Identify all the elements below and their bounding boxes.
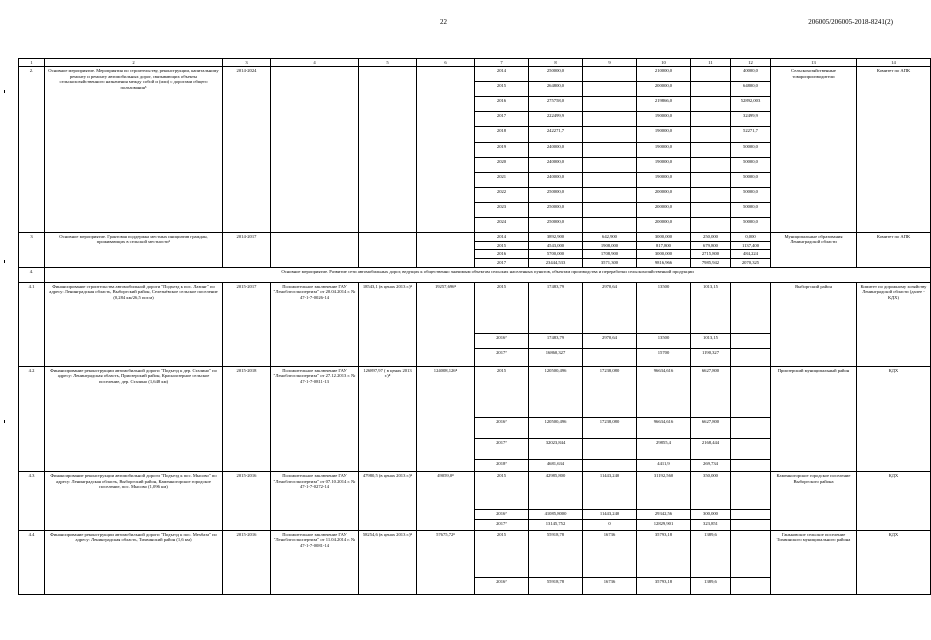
year-cell: 2015: [475, 530, 529, 578]
header-cell: 7: [475, 59, 529, 67]
activity-name: Финансирование реконструкции автомобильной дороги "Подъезд к пос. Мехбаза" по адресу: Ленинградская область, Тихвинский район (1,6 км): [45, 530, 223, 594]
header-cell: 1: [19, 59, 45, 67]
year-cell: 2015: [475, 366, 529, 418]
year-cell: 2014: [475, 67, 529, 82]
header-row: [19, 59, 931, 67]
local-cell: [691, 157, 731, 172]
header-cell: 14: [857, 59, 931, 67]
year-cell: 2015: [475, 241, 529, 250]
year-cell: 2014: [475, 232, 529, 241]
header-cell: 13: [771, 59, 857, 67]
year-cell: 2016⁷: [475, 418, 529, 439]
local-cell: [691, 82, 731, 97]
regional-cell: 210000,0: [637, 67, 691, 82]
local-cell: 6627,800: [691, 366, 731, 418]
total-cell: 240000,0: [529, 142, 583, 157]
total-cell: 250000,0: [529, 187, 583, 202]
total-cell: 250000,0: [529, 202, 583, 217]
total-cell: 41085,8000: [529, 509, 583, 519]
responsible-cell: Комитет по АПК: [857, 232, 931, 267]
header-cell: 8: [529, 59, 583, 67]
total-cell: 242271,7: [529, 127, 583, 142]
federal-cell: 642,900: [583, 232, 637, 241]
regional-cell: 200000,0: [637, 202, 691, 217]
total-cell: 16860,327: [529, 348, 583, 366]
federal-cell: 2970,64: [583, 334, 637, 349]
federal-cell: [583, 127, 637, 142]
row-number: 4.3: [19, 472, 45, 530]
regional-cell: 3000,000: [637, 250, 691, 259]
federal-cell: 11443,240: [583, 472, 637, 509]
other-cell: 52892,003: [731, 97, 771, 112]
activity-name: Основное мероприятие. Грантовая поддержка местных инициатив граждан, проживающих в сельской местности⁶: [45, 232, 223, 267]
regional-cell: 190000,0: [637, 127, 691, 142]
federal-cell: [583, 217, 637, 232]
responsible-cell: КДХ: [857, 530, 931, 594]
other-cell: 50000,0: [731, 172, 771, 187]
total-cell: 23444,533: [529, 259, 583, 268]
other-cell: 2070,325: [731, 259, 771, 268]
left-margin-mark: [4, 90, 5, 93]
federal-cell: [583, 142, 637, 157]
other-cell: [731, 472, 771, 509]
local-cell: [691, 112, 731, 127]
total-cell: 240000,0: [529, 172, 583, 187]
regional-cell: 12829,901: [637, 520, 691, 530]
local-cell: [691, 127, 731, 142]
regional-cell: 31192,560: [637, 472, 691, 509]
total-cell: 3892,900: [529, 232, 583, 241]
other-cell: 50000,0: [731, 202, 771, 217]
federal-cell: [583, 202, 637, 217]
total-cell: 55918,78: [529, 530, 583, 578]
cost-cell-2: 124008,126⁸: [417, 366, 475, 472]
local-cell: 6627,800: [691, 418, 731, 439]
regional-cell: 200000,0: [637, 82, 691, 97]
expertise-cell: [271, 232, 359, 267]
total-cell: 13145,752: [529, 520, 583, 530]
year-cell: 2017: [475, 112, 529, 127]
federal-cell: 0: [583, 520, 637, 530]
expertise-cell: Положительное заключение ГАУ "Леноблгосэкспертиза" от 20.04.2014 г. № 47-1-7-0026-14: [271, 282, 359, 366]
other-cell: 52271,7: [731, 127, 771, 142]
federal-cell: 2970,64: [583, 282, 637, 334]
total-cell: 222499,9: [529, 112, 583, 127]
total-cell: 5700,000: [529, 250, 583, 259]
expertise-cell: Положительное заключение ГАУ "Леноблгосэкспертиза" от 27.12.2013 г. № 47-1-7-0811-13: [271, 366, 359, 472]
cost-cell: [359, 67, 417, 233]
federal-cell: [583, 187, 637, 202]
federal-cell: [583, 157, 637, 172]
local-cell: 1389,6: [691, 530, 731, 578]
total-cell: 250000,0: [529, 217, 583, 232]
year-cell: 2016⁷: [475, 509, 529, 519]
cost-cell-2: 49059,0⁸: [417, 472, 475, 530]
header-cell: 3: [223, 59, 271, 67]
regional-cell: 190000,0: [637, 172, 691, 187]
local-cell: 250,000: [691, 232, 731, 241]
header-cell: 2: [45, 59, 223, 67]
regional-cell: 190000,0: [637, 157, 691, 172]
left-margin-mark: [4, 260, 5, 263]
other-cell: [731, 366, 771, 418]
row-number: 4.1: [19, 282, 45, 366]
year-cell: 2016⁷: [475, 578, 529, 595]
other-cell: [731, 348, 771, 366]
federal-cell: 17238,080: [583, 418, 637, 439]
activity-name: Основное мероприятие. Мероприятия по строительству, реконструкции, капитальному ремонту и ремонту автомобильных дорог, связывающих объекты сельскохозяйственного назначения между собой и (или) с дорогами общего пользования⁵: [45, 67, 223, 233]
year-cell: 2023: [475, 202, 529, 217]
total-cell: 264800,0: [529, 82, 583, 97]
year-cell: 2019: [475, 142, 529, 157]
cost-cell-2: 57675,72⁸: [417, 530, 475, 594]
table-row: [19, 67, 931, 82]
executor-cell: Муниципальные образования Ленинградской области: [771, 232, 857, 267]
federal-cell: 16736: [583, 530, 637, 578]
other-cell: [731, 530, 771, 578]
row-number: 4.4: [19, 530, 45, 594]
other-cell: [731, 439, 771, 460]
header-cell: 9: [583, 59, 637, 67]
executor-cell: Сельскохозяйственные товаропроизводители: [771, 67, 857, 233]
total-cell: 42985,800: [529, 472, 583, 509]
year-cell: 2017⁷: [475, 348, 529, 366]
section-title: Основное мероприятие. Развитие сети автомобильных дорог, ведущих к общественно значимым объектам сельских населенных пунктов, объектам производства и переработки сельскохозяйственной продукции: [45, 268, 931, 283]
local-cell: 1190,327: [691, 348, 731, 366]
year-cell: 2024: [475, 217, 529, 232]
local-cell: 300,000: [691, 509, 731, 519]
activity-name: Финансирование реконструкции автомобильной дороги "Подъезд к пос. Мысово" по адресу: Ленинградская область, Выборгский район, Каменногорское городское поселение, пос. Мысово (1,096 км): [45, 472, 223, 530]
other-cell: 32499,9: [731, 112, 771, 127]
other-cell: [731, 459, 771, 471]
other-cell: [731, 418, 771, 439]
other-cell: [731, 334, 771, 349]
year-cell: 2018⁷: [475, 459, 529, 471]
other-cell: 1137,400: [731, 241, 771, 250]
total-cell: 4681,634: [529, 459, 583, 471]
period-cell: 2015-2017: [223, 282, 271, 366]
header-cell: 11: [691, 59, 731, 67]
other-cell: [731, 509, 771, 519]
total-cell: 4543,000: [529, 241, 583, 250]
row-number: 4.2: [19, 366, 45, 472]
total-cell: 32023,844: [529, 439, 583, 460]
year-cell: 2017: [475, 259, 529, 268]
federal-cell: [583, 82, 637, 97]
local-cell: [691, 172, 731, 187]
header-cell: 12: [731, 59, 771, 67]
period-cell: 2015-2016: [223, 472, 271, 530]
regional-cell: 96634,616: [637, 366, 691, 418]
regional-cell: 15700: [637, 348, 691, 366]
header-cell: 5: [359, 59, 417, 67]
table-row: [19, 232, 931, 241]
page-number: 22: [440, 18, 447, 26]
local-cell: 679,800: [691, 241, 731, 250]
regional-cell: 29342,56: [637, 509, 691, 519]
executor-cell: Каменногорское городское поселение Выборгского района: [771, 472, 857, 530]
local-cell: 269,734: [691, 459, 731, 471]
regional-cell: 13500: [637, 282, 691, 334]
federal-cell: 16736: [583, 578, 637, 595]
document-code: 206005/206005-2018-8241(2): [808, 18, 893, 26]
row-number: 2.: [19, 67, 45, 233]
table-row: [19, 268, 931, 283]
year-cell: 2020: [475, 157, 529, 172]
year-cell: 2017⁷: [475, 520, 529, 530]
period-cell: 2015-2016: [223, 530, 271, 594]
year-cell: 2015: [475, 82, 529, 97]
other-cell: [731, 578, 771, 595]
federal-cell: 1708,900: [583, 250, 637, 259]
cost-cell-2: [417, 232, 475, 267]
cost-cell-2: [417, 67, 475, 233]
table-row: [19, 530, 931, 578]
federal-cell: [583, 348, 637, 366]
federal-cell: [583, 459, 637, 471]
table-row: [19, 366, 931, 418]
local-cell: [691, 187, 731, 202]
other-cell: 50000,0: [731, 157, 771, 172]
regional-cell: 3000,000: [637, 232, 691, 241]
regional-cell: 817,800: [637, 241, 691, 250]
period-cell: 2014-2024: [223, 67, 271, 233]
total-cell: 250000,0: [529, 67, 583, 82]
responsible-cell: КДХ: [857, 366, 931, 472]
total-cell: 120500,496: [529, 366, 583, 418]
local-cell: [691, 97, 731, 112]
total-cell: 240000,0: [529, 157, 583, 172]
year-cell: 2016⁷: [475, 334, 529, 349]
local-cell: 1013,15: [691, 282, 731, 334]
activity-name: Финансирование реконструкции автомобильной дороги "Подъезд к дер. Сталино" по адресу: Ленинградская область, Приозерский район, Красноозерное сельское поселение, дер. Сталино (1,648 км): [45, 366, 223, 472]
total-cell: 55918,78: [529, 578, 583, 595]
federal-cell: 1908,000: [583, 241, 637, 250]
total-cell: 17483,79: [529, 334, 583, 349]
year-cell: 2021: [475, 172, 529, 187]
year-cell: 2022: [475, 187, 529, 202]
local-cell: 1389,6: [691, 578, 731, 595]
regional-cell: 96634,616: [637, 418, 691, 439]
other-cell: 50000,0: [731, 142, 771, 157]
local-cell: [691, 142, 731, 157]
local-cell: 1013,15: [691, 334, 731, 349]
executor-cell: Приозерский муниципальный район: [771, 366, 857, 472]
local-cell: [691, 202, 731, 217]
federal-cell: [583, 67, 637, 82]
cost-cell: 58254,6 (в ценах 2013 г.)⁸: [359, 530, 417, 594]
responsible-cell: Комитет по дорожному хозяйству Ленинградской области (далее - КДХ): [857, 282, 931, 366]
executor-cell: Ганьковское сельское поселение Тихвинского муниципального района: [771, 530, 857, 594]
other-cell: 40000,0: [731, 67, 771, 82]
regional-cell: 190000,0: [637, 112, 691, 127]
year-cell: 2018: [475, 127, 529, 142]
other-cell: 0,000: [731, 232, 771, 241]
regional-cell: 4411,9: [637, 459, 691, 471]
activity-name: Финансирование строительства автомобильной дороги "Подъезд к пос. Лазинг" по адресу: Ленинградская область, Выборгский район, Селезнёвское сельское поселение (0,284 км/26,5 пог.м): [45, 282, 223, 366]
regional-cell: 29855,4: [637, 439, 691, 460]
responsible-cell: КДХ: [857, 472, 931, 530]
federal-cell: [583, 439, 637, 460]
other-cell: 64800,0: [731, 82, 771, 97]
regional-cell: 35793,18: [637, 578, 691, 595]
row-number: 3: [19, 232, 45, 267]
year-cell: 2016: [475, 250, 529, 259]
expertise-cell: Положительное заключение ГАУ "Леноблгосэкспертиза" от 11.04.2014 г. № 47-1-7-0081-14: [271, 530, 359, 594]
table-row: [19, 282, 931, 334]
total-cell: 17483,79: [529, 282, 583, 334]
program-table: [18, 58, 931, 595]
header-cell: 10: [637, 59, 691, 67]
local-cell: 350,000: [691, 472, 731, 509]
year-cell: 2017⁷: [475, 439, 529, 460]
regional-cell: 190000,0: [637, 142, 691, 157]
local-cell: 2715,800: [691, 250, 731, 259]
local-cell: 323,851: [691, 520, 731, 530]
other-cell: [731, 282, 771, 334]
year-cell: 2016: [475, 97, 529, 112]
regional-cell: 200000,0: [637, 217, 691, 232]
table-row: [19, 472, 931, 509]
other-cell: 50000,0: [731, 187, 771, 202]
local-cell: [691, 67, 731, 82]
federal-cell: 3571,300: [583, 259, 637, 268]
cost-cell-2: 19257,696⁸: [417, 282, 475, 366]
other-cell: 484,224: [731, 250, 771, 259]
federal-cell: 11443,240: [583, 509, 637, 519]
local-cell: 2168,444: [691, 439, 731, 460]
cost-cell: 47980,5 (в ценах 2013 г.)⁸: [359, 472, 417, 530]
total-cell: 275758,0: [529, 97, 583, 112]
year-cell: 2015: [475, 282, 529, 334]
federal-cell: [583, 112, 637, 127]
local-cell: 7985,942: [691, 259, 731, 268]
regional-cell: 219866,0: [637, 97, 691, 112]
federal-cell: [583, 172, 637, 187]
other-cell: [731, 520, 771, 530]
cost-cell: 126897,97 ( в ценах 2013 г.)⁸: [359, 366, 417, 472]
expertise-cell: [271, 67, 359, 233]
total-cell: 120500,496: [529, 418, 583, 439]
header-cell: 4: [271, 59, 359, 67]
row-number: 4.: [19, 268, 45, 283]
other-cell: 50000,0: [731, 217, 771, 232]
executor-cell: Выборгский район: [771, 282, 857, 366]
federal-cell: [583, 97, 637, 112]
local-cell: [691, 217, 731, 232]
regional-cell: 13500: [637, 334, 691, 349]
cost-cell: [359, 232, 417, 267]
federal-cell: 17238,080: [583, 366, 637, 418]
period-cell: 2014-2017: [223, 232, 271, 267]
year-cell: 2015: [475, 472, 529, 509]
responsible-cell: Комитет по АПК: [857, 67, 931, 233]
period-cell: 2015-2018: [223, 366, 271, 472]
regional-cell: 200000,0: [637, 187, 691, 202]
regional-cell: 9816,966: [637, 259, 691, 268]
expertise-cell: Положительное заключение ГАУ "Леноблгосэкспертиза" от 07.10.2014 г. № 47-1-7-0272-14: [271, 472, 359, 530]
left-margin-mark: [4, 420, 5, 423]
header-cell: 6: [417, 59, 475, 67]
regional-cell: 35793,18: [637, 530, 691, 578]
cost-cell: 18543,1 (в ценах 2013 г.)⁸: [359, 282, 417, 366]
